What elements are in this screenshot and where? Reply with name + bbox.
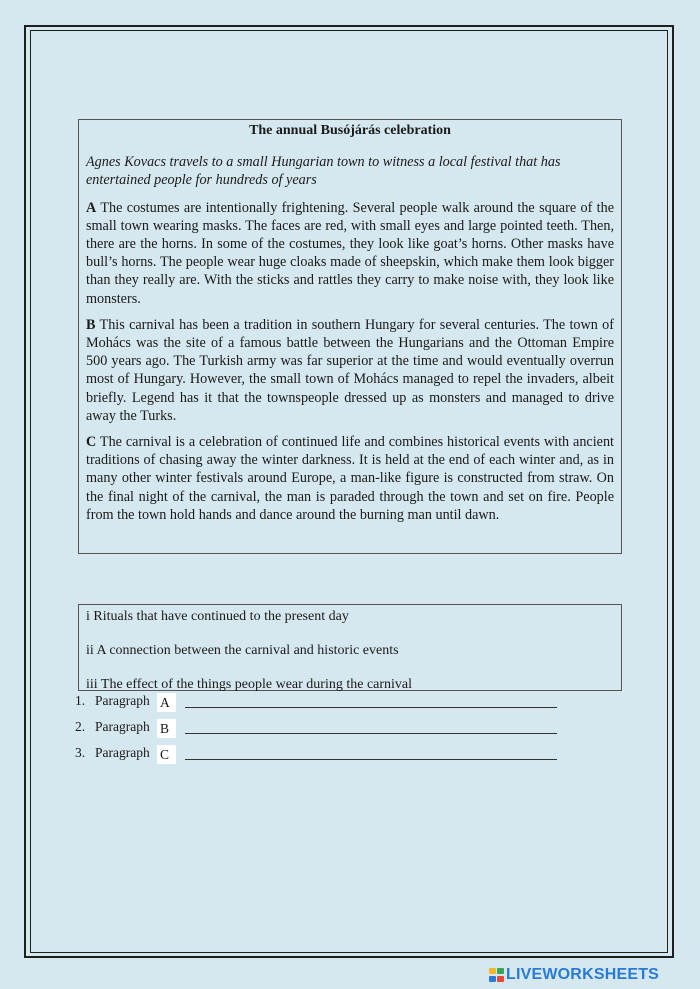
answer-row-3: [75, 745, 565, 771]
answer-row-1: [75, 693, 565, 719]
reading-passage: [78, 119, 622, 554]
heading-option-iii: iii The effect of the things people wear during the carnival: [86, 677, 413, 692]
liveworksheets-logo-icon: [489, 968, 504, 983]
answer-input-1[interactable]: A: [157, 693, 176, 712]
answer-input-2[interactable]: B: [157, 719, 176, 738]
heading-option-i: i Rituals that have continued to the present day: [86, 609, 349, 624]
answer-section: [75, 693, 565, 771]
paragraph-letter: B: [86, 316, 96, 333]
passage-title: The annual Busójárás celebration: [249, 123, 451, 138]
paragraph-letter: C: [86, 434, 97, 451]
logo-text: LIVEWORKSHEETS: [506, 966, 660, 983]
paragraph-text: The costumes are intentionally frightening. Several people walk around the square of the small town wearing masks. The faces are red, with small eyes and large pointed teeth. Then, there are the horns. In some of the costumes, they look like goat’s horns. Other masks have bull’s horns. The people wear huge cloaks made of sheepskin, which make them look bigger than they really are. With the sticks and rattles they carry to make noise with, they look like monsters.: [86, 199, 614, 307]
answer-number: 1.: [75, 693, 86, 708]
liveworksheets-logo: [489, 965, 659, 985]
headings-list: [78, 604, 622, 691]
answer-number: 2.: [75, 719, 86, 734]
paragraph-text: The carnival is a celebration of continued life and combines historical events with ancient traditions of chasing away the winter darkness. It is held at the end of each winter and, as in many other winter festivals around Europe, a man-like figure is constructed from straw. On the final night of the carnival, the man is paraded through the town and set on fire. People from the town hold hands and dance around the burning man until dawn.: [86, 434, 614, 523]
paragraph-a: [86, 199, 614, 308]
answer-blank-line: [185, 759, 557, 760]
answer-input-3[interactable]: C: [157, 745, 176, 764]
paragraph-letter: A: [86, 199, 97, 216]
answer-row-2: [75, 719, 565, 745]
heading-option-ii: ii A connection between the carnival and historic events: [86, 643, 399, 658]
answer-label: Paragraph: [95, 719, 150, 734]
paragraph-b: [86, 316, 614, 425]
paragraph-text: This carnival has been a tradition in southern Hungary for several centuries. The town of Mohács was the site of a famous battle between the Hungarians and the Ottoman Empire 500 years ago. The Turkish army was far superior at the time and would eventually overrun most of Hungary. However, the small town of Mohács managed to repel the invaders, albeit briefly. Legend has it that the townspeople dressed up as monsters and managed to drive away the Turks.: [86, 316, 614, 424]
passage-subtitle: Agnes Kovacs travels to a small Hungarian town to witness a local festival that has entertained people for hundreds of years: [86, 154, 561, 189]
answer-number: 3.: [75, 745, 86, 760]
answer-blank-line: [185, 733, 557, 734]
paragraph-c: [86, 433, 614, 524]
answer-label: Paragraph: [95, 745, 150, 760]
answer-blank-line: [185, 707, 557, 708]
answer-label: Paragraph: [95, 693, 150, 708]
